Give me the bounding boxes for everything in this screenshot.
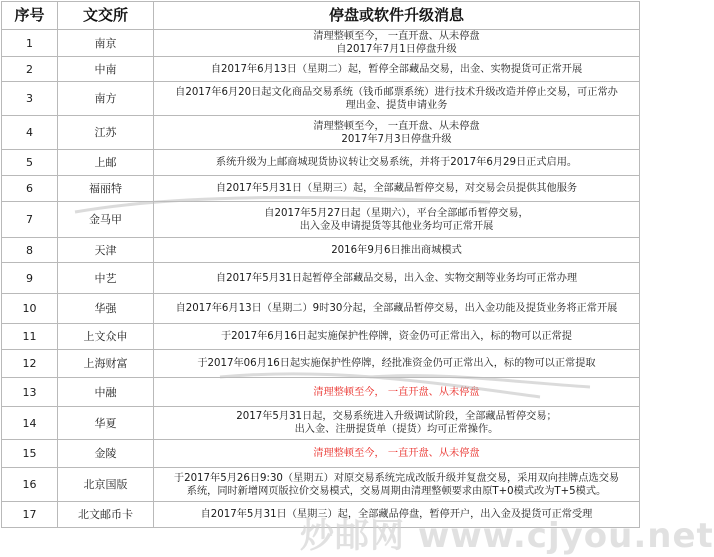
table-row xyxy=(2,502,640,528)
exchange-name: 福丽特 xyxy=(58,176,154,202)
row-number: 16 xyxy=(2,468,58,502)
message-line: 系统升级为上邮商城现货协议转让交易系统，并将于2017年6月29日正式启用。 xyxy=(215,157,578,168)
table-row xyxy=(2,82,640,116)
table-row xyxy=(2,116,640,150)
exchange-name: 南京 xyxy=(58,30,154,57)
message-line: 出入金及申请提货等其他业务均可正常开展 xyxy=(299,220,494,232)
message-cell xyxy=(154,407,640,440)
exchange-name: 华夏 xyxy=(58,407,154,440)
message-cell xyxy=(154,150,640,176)
table-row xyxy=(2,294,640,324)
message-cell xyxy=(154,378,640,407)
exchange-name: 华强 xyxy=(58,294,154,324)
message-cell xyxy=(154,238,640,263)
exchange-name: 北文邮币卡 xyxy=(58,502,154,528)
message-line: 自2017年6月20日起文化商品交易系统（钱币邮票系统）进行技术升级改造并停止交易，可正常办 xyxy=(175,86,618,98)
row-number: 8 xyxy=(2,238,58,263)
message-cell xyxy=(154,468,640,502)
row-number: 4 xyxy=(2,116,58,150)
message-line: 于2017年06月16日起实施保护性停牌，经批准资金仍可正常出入，标的物可以正常提取 xyxy=(197,358,596,369)
header-message: 停盘或软件升级消息 xyxy=(154,2,640,30)
watermark-text: 炒邮网 www.cjyou.net xyxy=(300,516,714,556)
message-cell xyxy=(154,324,640,350)
row-number: 2 xyxy=(2,57,58,82)
exchange-name: 上文众申 xyxy=(58,324,154,350)
row-number: 13 xyxy=(2,378,58,407)
table-row xyxy=(2,238,640,263)
row-number: 14 xyxy=(2,407,58,440)
message-line: 清理整顿至今， 一直开盘、从未停盘 xyxy=(313,120,480,132)
message-cell xyxy=(154,176,640,202)
message-cell xyxy=(154,502,640,528)
exchange-name: 金马甲 xyxy=(58,202,154,238)
exchange-name: 上海财富 xyxy=(58,350,154,378)
exchange-suspension-table xyxy=(1,1,640,528)
message-line: 清理整顿至今， 一直开盘、从未停盘 xyxy=(313,386,480,398)
exchange-name: 江苏 xyxy=(58,116,154,150)
table-header-row xyxy=(2,2,640,30)
table-row xyxy=(2,263,640,294)
message-cell xyxy=(154,116,640,150)
exchange-name: 上邮 xyxy=(58,150,154,176)
exchange-name: 北京国版 xyxy=(58,468,154,502)
message-line: 自2017年5月31日（星期三）起，全部藏品暂停交易，对交易会员提供其他服务 xyxy=(215,183,578,194)
exchange-name: 中南 xyxy=(58,57,154,82)
message-cell xyxy=(154,263,640,294)
row-number: 1 xyxy=(2,30,58,57)
table-row xyxy=(2,440,640,468)
message-cell xyxy=(154,57,640,82)
message-line: 于2017年5月26日9:30（星期五）对原交易系统完成改版升级并复盘交易，采用双向挂牌点选交易 xyxy=(173,472,620,484)
message-line: 自2017年5月31日起暂停全部藏品交易，出入金、实物交割等业务均可正常办理 xyxy=(215,272,578,284)
message-line: 自2017年5月27日起（星期六），平台全部邮币暂停交易， xyxy=(264,207,529,219)
table-row xyxy=(2,150,640,176)
table-row xyxy=(2,202,640,238)
row-number: 12 xyxy=(2,350,58,378)
table-row xyxy=(2,324,640,350)
message-line: 自2017年7月1日停盘升级 xyxy=(336,44,457,55)
message-line: 系统，同时新增网页版拉价交易模式，交易周期由清理整顿要求由原T+0模式改为T+5模式。 xyxy=(186,485,607,497)
header-exchange: 文交所 xyxy=(58,2,154,30)
message-cell xyxy=(154,30,640,57)
table-row xyxy=(2,468,640,502)
message-line: 2016年9月6日推出商城模式 xyxy=(331,244,462,256)
message-line: 2017年5月31日起，交易系统进入升级调试阶段，全部藏品暂停交易； xyxy=(236,411,557,422)
message-line: 于2017年6月16日起实施保护性停牌，资金仍可正常出入，标的物可以正常提 xyxy=(221,331,572,342)
row-number: 11 xyxy=(2,324,58,350)
table-row xyxy=(2,378,640,407)
row-number: 15 xyxy=(2,440,58,468)
row-number: 17 xyxy=(2,502,58,528)
message-cell xyxy=(154,294,640,324)
message-line: 自2017年6月13日（星期二）9时30分起，全部藏品暂停交易，出入金功能及提货业务将正常开展 xyxy=(175,303,618,314)
table-row xyxy=(2,350,640,378)
message-cell xyxy=(154,82,640,116)
row-number: 9 xyxy=(2,263,58,294)
exchange-name: 中融 xyxy=(58,378,154,407)
header-no: 序号 xyxy=(2,2,58,30)
table-row xyxy=(2,30,640,57)
message-line: 清理整顿至今， 一直开盘、从未停盘 xyxy=(313,31,480,42)
exchange-name: 金陵 xyxy=(58,440,154,468)
row-number: 7 xyxy=(2,202,58,238)
exchange-name: 中艺 xyxy=(58,263,154,294)
message-cell xyxy=(154,440,640,468)
message-cell xyxy=(154,350,640,378)
message-line: 2017年7月3日停盘升级 xyxy=(341,133,452,145)
message-line: 清理整顿至今， 一直开盘、从未停盘 xyxy=(313,448,480,459)
message-line: 自2017年5月31日（星期三）起，全部藏品停盘，暂停开户，出入金及提货可正常受理 xyxy=(200,509,593,520)
exchange-name: 天津 xyxy=(58,238,154,263)
row-number: 10 xyxy=(2,294,58,324)
message-line: 自2017年6月13日（星期二）起，暂停全部藏品交易，出金、实物提货可正常开展 xyxy=(210,63,583,75)
row-number: 6 xyxy=(2,176,58,202)
table-row xyxy=(2,407,640,440)
row-number: 3 xyxy=(2,82,58,116)
message-cell xyxy=(154,202,640,238)
row-number: 5 xyxy=(2,150,58,176)
table-row xyxy=(2,57,640,82)
message-line: 出入金、注册提货单（提货）均可正常操作。 xyxy=(294,424,499,435)
exchange-name: 南方 xyxy=(58,82,154,116)
message-line: 理出金、提货申请业务 xyxy=(345,99,448,111)
table-row xyxy=(2,176,640,202)
